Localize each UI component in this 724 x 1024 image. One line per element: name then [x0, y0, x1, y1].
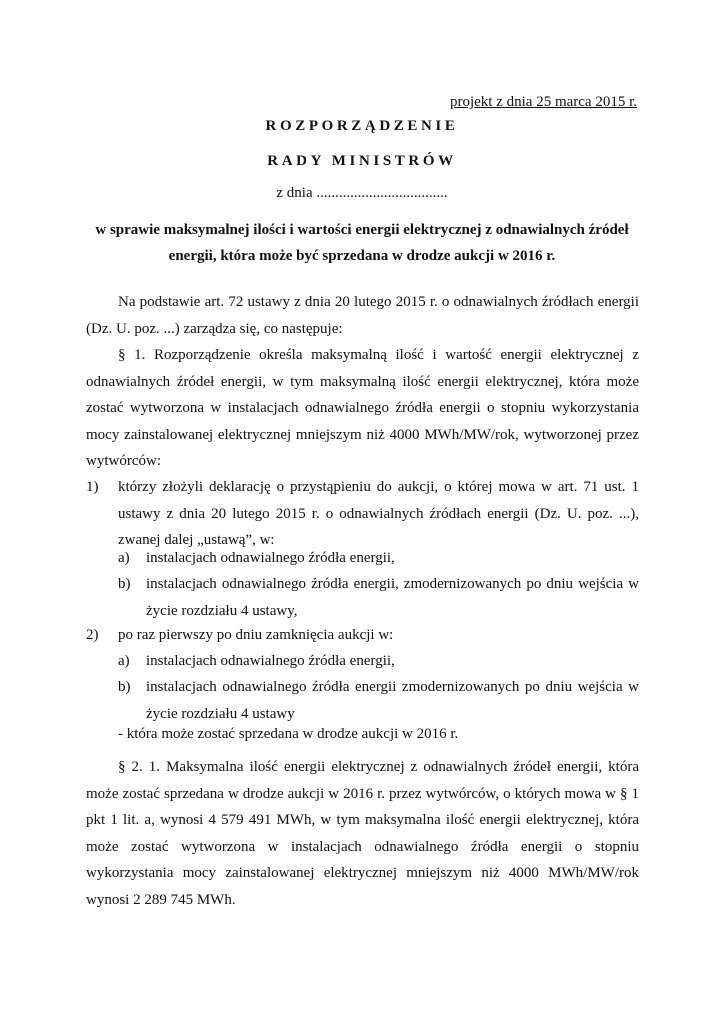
list-item-1: [86, 474, 639, 554]
list-item-1-number: 1): [86, 479, 99, 495]
list-item-2a-letter: a): [118, 653, 130, 669]
list-item-1b-letter: b): [118, 576, 131, 592]
issuing-body-title: RADY MINISTRÓW: [267, 153, 457, 169]
section-1-intro: [86, 342, 639, 475]
list-item-2b-text: instalacjach odnawialnego źródła energii zmodernizowanych po dniu wejścia w życie rozdziału 4 ustawy: [146, 679, 639, 722]
date-line: z dnia ...................................: [276, 185, 448, 201]
list-item-1-text: którzy złożyli deklarację o przystąpieniu do aukcji, o której mowa w art. 71 ust. 1 ustawy z dnia 20 lutego 2015 r. o odnawialnych źródłach energii (Dz. U. poz. ...), zwanej dalej „ustawą”, w:: [118, 479, 639, 548]
project-date: projekt z dnia 25 marca 2015 r.: [449, 94, 637, 110]
list-item-2a: [118, 648, 639, 675]
list-item-1a-text: instalacjach odnawialnego źródła energii,: [146, 550, 395, 566]
list-item-2-number: 2): [86, 627, 99, 643]
list-item-2a-text: instalacjach odnawialnego źródła energii,: [146, 653, 395, 669]
legal-basis-text: Na podstawie art. 72 ustawy z dnia 20 lutego 2015 r. o odnawialnych źródłach energii (Dz. U. poz. ...) zarządza się, co następuje:: [86, 294, 639, 337]
legal-basis-paragraph: [86, 289, 639, 342]
list-item-2: [86, 622, 639, 649]
list-item-2-text: po raz pierwszy po dniu zamknięcia aukcji w:: [118, 627, 394, 643]
list-item-1b: [118, 571, 639, 624]
list-item-1a: [118, 545, 639, 572]
section-2-paragraph: [86, 754, 639, 913]
document-type-title: ROZPORZĄDZENIE: [265, 118, 459, 134]
list-item-2b-letter: b): [118, 679, 131, 695]
list-item-1b-text: instalacjach odnawialnego źródła energii, zmodernizowanych po dniu wejścia w życie rozdziału 4 ustawy,: [146, 576, 639, 619]
list-closing-line: - która może zostać sprzedana w drodze aukcji w 2016 r.: [118, 726, 459, 742]
section-1-text: § 1. Rozporządzenie określa maksymalną ilość i wartość energii elektrycznej z odnawialnych źródeł energii, w tym maksymalną ilość energii elektrycznej, która może zostać wytworzona w instalacjach odnawialnego źródła energii o stopniu wykorzystania mocy zainstalowanej elektrycznej mniejszym niż 4000 MWh/MW/rok, wytworzonej przez wytwórców:: [86, 347, 639, 469]
list-item-2b: [118, 674, 639, 727]
section-2-text: § 2. 1. Maksymalna ilość energii elektrycznej z odnawialnych źródeł energii, która może zostać sprzedana w drodze aukcji w 2016 r. przez wytwórców, o których mowa w § 1 pkt 1 lit. a, wynosi 4 579 491 MWh, w tym maksymalna ilość energii elektrycznej, która może zostać wytworzona w instalacjach odnawialnego źródła energii o stopniu wykorzystania mocy zainstalowanej elektrycznej mniejszym niż 4000 MWh/MW/rok wynosi 2 289 745 MWh.: [86, 759, 639, 908]
list-item-1a-letter: a): [118, 550, 130, 566]
subject-heading: w sprawie maksymalnej ilości i wartości energii elektrycznej z odnawialnych źródeł energii, która może być sprzedana w drodze aukcji w 2016 r.: [95, 222, 629, 264]
